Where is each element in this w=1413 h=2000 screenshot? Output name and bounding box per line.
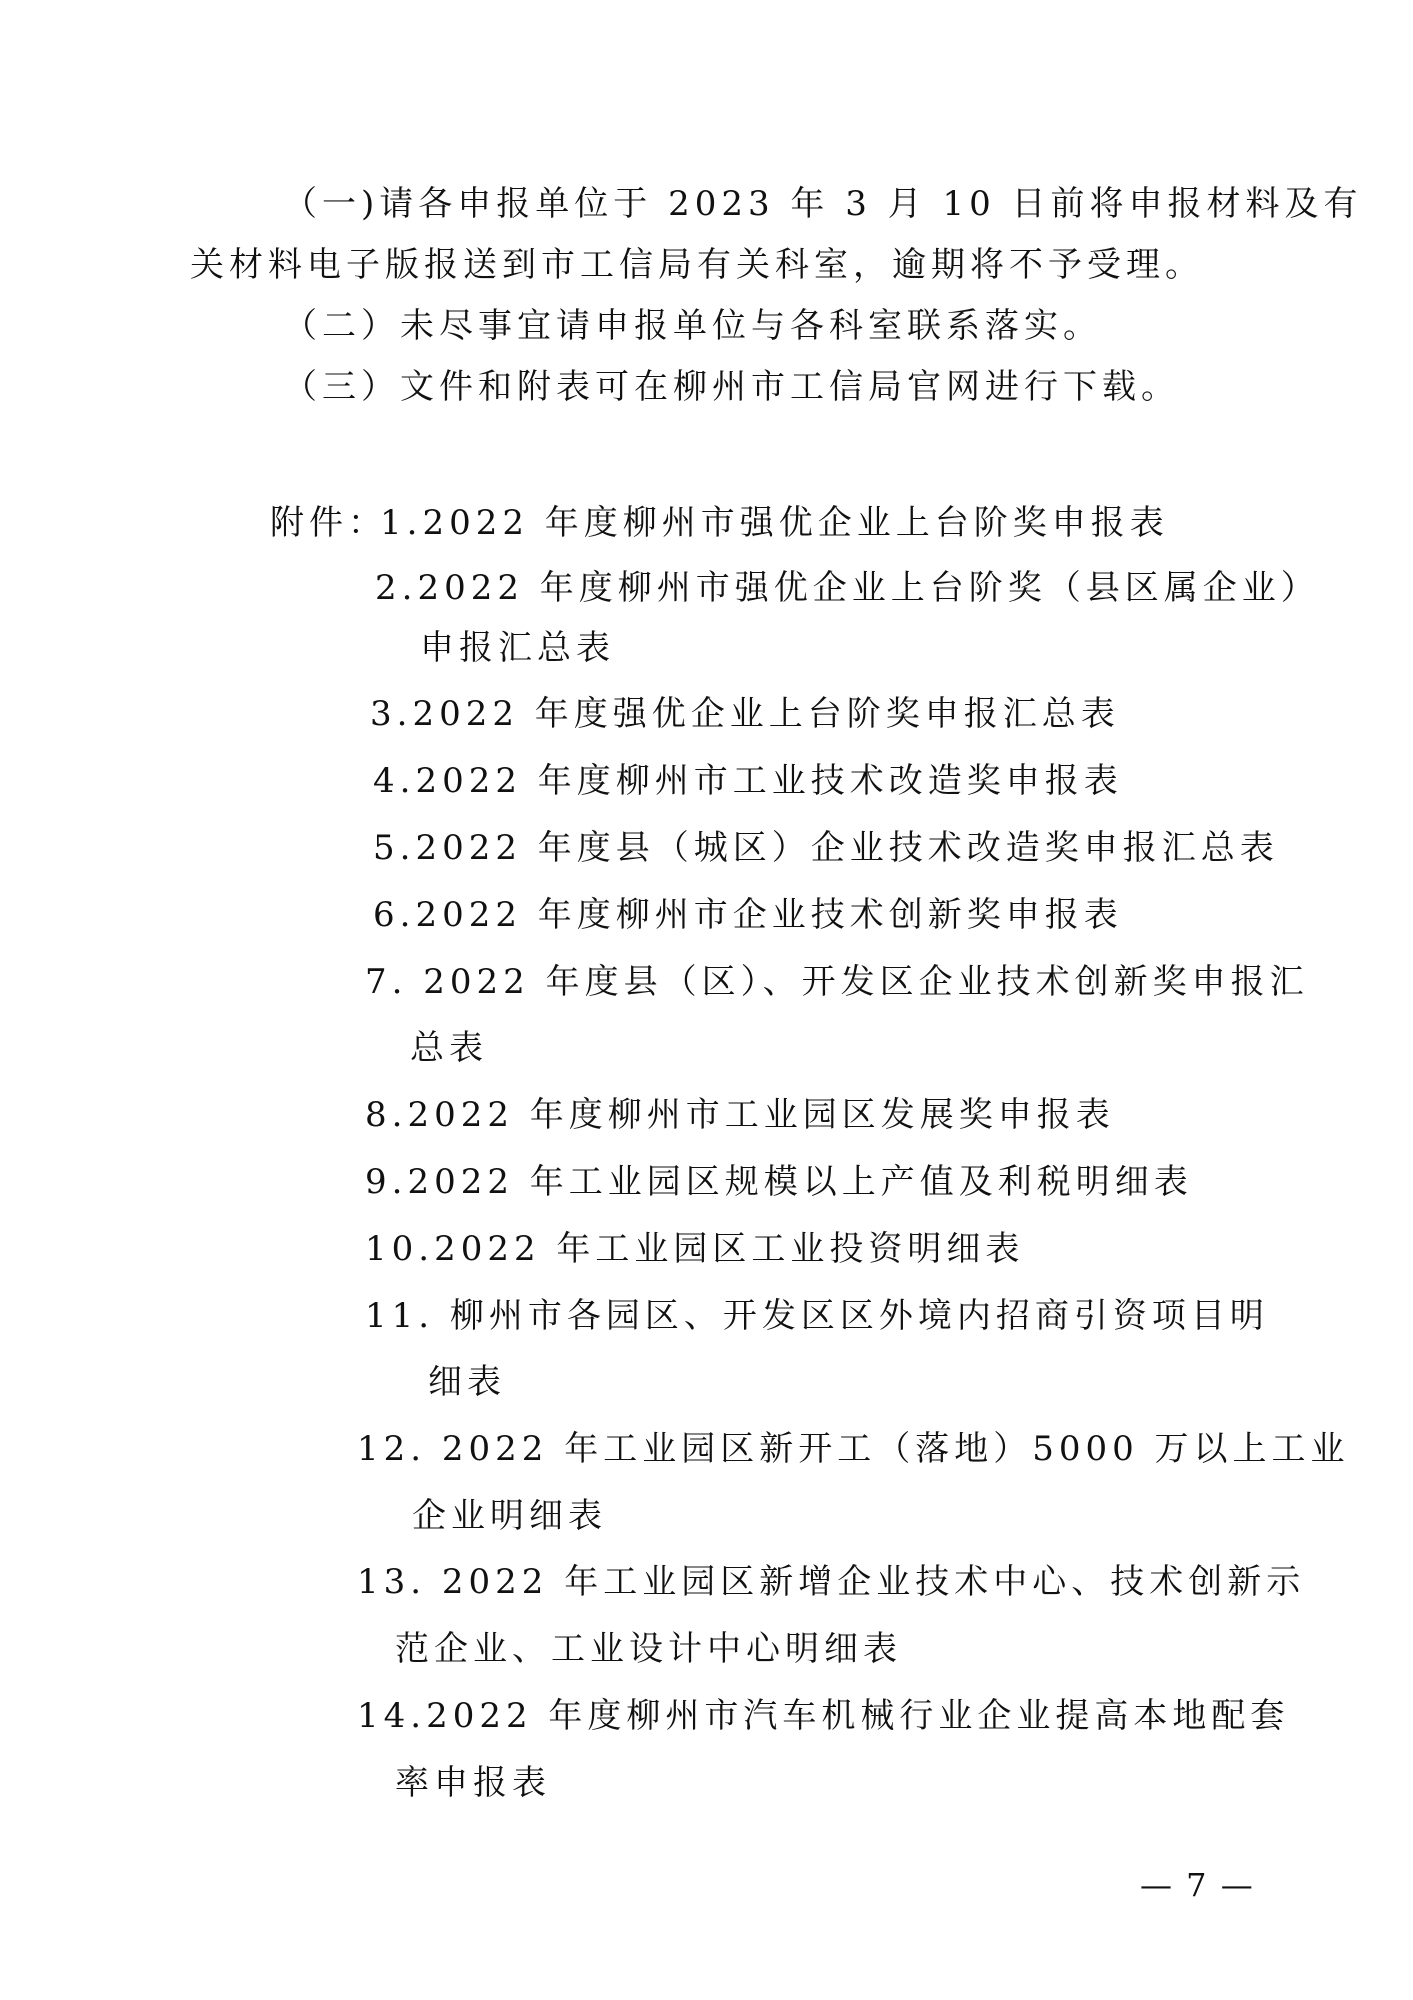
attachment-item-2-continued: 申报汇总表 xyxy=(420,628,615,668)
attachment-item-12-continued: 企业明细表 xyxy=(412,1496,607,1536)
attachment-item-5: 5.2022 年度县（城区）企业技术改造奖申报汇总表 xyxy=(373,828,1279,868)
paragraph-3: （三）文件和附表可在柳州市工信局官网进行下载。 xyxy=(283,367,1180,407)
page-number: — 7 — xyxy=(1140,1866,1255,1904)
attachment-item-7-continued: 总表 xyxy=(410,1028,488,1068)
attachment-item-7: 7. 2022 年度县（区）、开发区企业技术创新奖申报汇 xyxy=(365,962,1309,1002)
attachment-item-6: 6.2022 年度柳州市企业技术创新奖申报表 xyxy=(373,895,1123,935)
attachment-item-13: 13. 2022 年工业园区新增企业技术中心、技术创新示 xyxy=(357,1562,1306,1602)
attachments-label: 附件： xyxy=(270,503,387,543)
paragraph-1-line-2: 关材料电子版报送到市工信局有关科室，逾期将不予受理。 xyxy=(190,245,1204,285)
attachment-item-14: 14.2022 年度柳州市汽车机械行业企业提高本地配套 xyxy=(357,1696,1290,1736)
paragraph-1-line-1: （一)请各申报单位于 2023 年 3 月 10 日前将申报材料及有 xyxy=(283,184,1363,224)
attachment-item-1: 1.2022 年度柳州市强优企业上台阶奖申报表 xyxy=(380,503,1169,543)
attachment-item-14-continued: 率申报表 xyxy=(395,1763,551,1803)
attachment-item-11: 11. 柳州市各园区、开发区区外境内招商引资项目明 xyxy=(365,1296,1269,1336)
attachment-item-10: 10.2022 年工业园区工业投资明细表 xyxy=(365,1229,1025,1269)
attachment-item-3: 3.2022 年度强优企业上台阶奖申报汇总表 xyxy=(370,694,1120,734)
attachment-item-11-continued: 细表 xyxy=(428,1362,506,1402)
attachment-item-12: 12. 2022 年工业园区新开工（落地）5000 万以上工业 xyxy=(357,1429,1350,1469)
attachment-item-2: 2.2022 年度柳州市强优企业上台阶奖（县区属企业） xyxy=(375,568,1320,608)
attachment-item-8: 8.2022 年度柳州市工业园区发展奖申报表 xyxy=(365,1095,1115,1135)
attachment-item-9: 9.2022 年工业园区规模以上产值及利税明细表 xyxy=(365,1162,1193,1202)
attachment-item-13-continued: 范企业、工业设计中心明细表 xyxy=(395,1629,902,1669)
attachment-item-4: 4.2022 年度柳州市工业技术改造奖申报表 xyxy=(373,761,1123,801)
paragraph-2: （二）未尽事宜请申报单位与各科室联系落实。 xyxy=(283,306,1102,346)
